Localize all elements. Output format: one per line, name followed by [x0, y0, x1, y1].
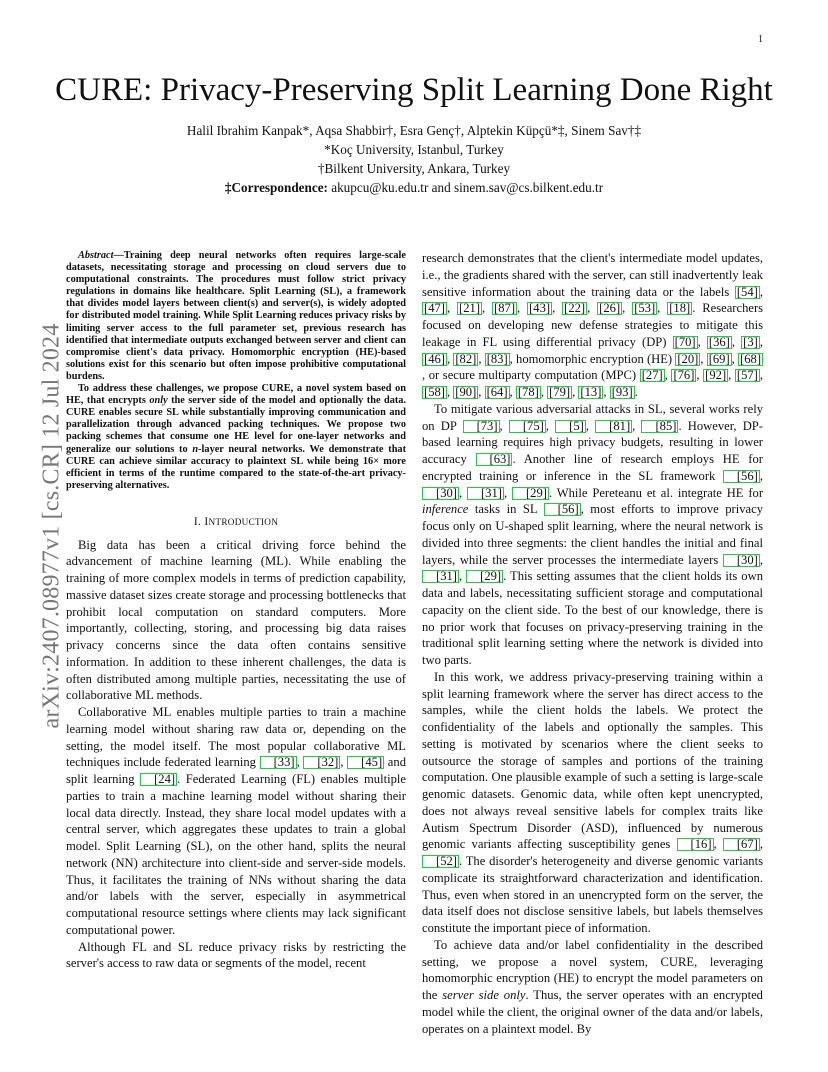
- citation-link[interactable]: [63]: [476, 453, 513, 466]
- right-text-2a: To mitigate various adversarial attacks in SL, several works rely on DP: [422, 401, 763, 433]
- abstract-text-2c: -layer neural networks. We demonstrate that CURE can achieve similar accuracy to plaintext SL while being 16× more efficient in terms of the runtime compared to the state-of-the-art privacy-preserving alternatives.: [66, 443, 406, 491]
- right-text-1b: . Researchers focused on developing new defense strategies to mitigate this leakage in FL using differential privacy (DP): [422, 301, 764, 349]
- intro-text-2a: Collaborative ML enables multiple parties to train a machine learning model without sharing raw data or, depending on the setting, the model itself. The most popular collaborative ML techniques include federated learning: [66, 705, 406, 770]
- citation-link[interactable]: [33]: [260, 756, 297, 769]
- arxiv-sidebar-stamp: [40, 296, 64, 756]
- citation-link[interactable]: [57]: [736, 368, 758, 383]
- abstract-math-n: n: [192, 443, 199, 455]
- citation-group: [16] , [67] , [52]: [422, 837, 763, 868]
- citation-link[interactable]: [81]: [595, 420, 632, 433]
- citation-link[interactable]: [56]: [723, 470, 760, 483]
- citation-group: [56] , [30] , [31] , [29]: [422, 469, 763, 500]
- citation-link[interactable]: [73]: [463, 420, 500, 433]
- citation-link[interactable]: [16]: [677, 838, 714, 851]
- abstract-emph-only: only: [149, 395, 168, 407]
- citation-link[interactable]: [70]: [674, 334, 696, 349]
- citation-link[interactable]: [27]: [641, 368, 663, 383]
- right-paragraph-3: [422, 669, 763, 937]
- abstract-paragraph-1: [66, 250, 406, 383]
- page-number: 1: [758, 34, 763, 45]
- citation-link[interactable]: [24]: [140, 773, 177, 786]
- citation-link[interactable]: [67]: [723, 838, 760, 851]
- right-text-2b: . However, DP-based learning requires high privacy budgets, resulting in lower accuracy: [422, 418, 764, 466]
- emph-server-side-only: server side only: [442, 988, 526, 1002]
- citation-group: [70] , [36] , [3] , [46] , [82] , [83]: [424, 334, 763, 366]
- abstract-paragraph-2: [66, 383, 406, 492]
- section-heading-introduction: [66, 514, 406, 531]
- citation-link[interactable]: [36]: [708, 334, 730, 349]
- citation-link[interactable]: [3]: [743, 334, 758, 349]
- section-title-rest: NTRODUCTION: [208, 516, 279, 527]
- citation-link[interactable]: [46]: [424, 351, 445, 366]
- citation-group: [20] , [69] , [68]: [677, 351, 762, 366]
- right-text-2g: . This setting assumes that the client holds its own data and labels, necessitating sufficient storage and computational capacity on the client side. To the best of our knowledge, there is no prior work that focuses on privacy-preserving training in the traditional split learning setting where the network is divided into two parts.: [422, 569, 763, 667]
- citation-link[interactable]: [79]: [549, 385, 571, 399]
- correspondence-label: ‡Correspondence:: [224, 180, 328, 195]
- abstract-lead: Abstract: [78, 250, 114, 261]
- citation-link[interactable]: [32]: [303, 756, 340, 769]
- abstract-text-1: —Training deep neural networks often requires large-scale datasets, necessitating storage and processing on cloud servers due to computational constraints. The procedures must follow strict privacy regulations in domains like healthcare. Split Learning (SL), a framework that divides model layers between client(s) and server(s), is widely adopted for distributed model training. While Split Learning reduces privacy risks by limiting server access to the full parameter set, previous research has identified that intermediate outputs exchanged between server and client can compromise client's data privacy. Homomorphic encryption (HE)-based solutions exist for this scenario but often impose prohibitive computational burdens.: [66, 250, 406, 382]
- citation-group: [54] , [47] , [21] , [87] , [43] , [22] , [26] , [53] , [18]: [424, 284, 763, 316]
- abstract: [66, 250, 406, 492]
- intro-paragraph-2: Collaborative ML enables multiple parties to train a machine learning model without sharing raw data or, depending on the setting, the model itself. The most popular collaborative ML techniques include federated learning [33] , [32] , [45] and split learning [24] . Federated Learning (FL) enables multiple parties to train a machine learning model without sharing their local data directly. Instead, they share local model updates with a central server, which aggregates these updates to train a global model. Split Learning (SL), on the other hand, splits the neural network (NN) architecture into client-side and server-side models. Thus, it facilitates the training of NNs without sharing the data and/or labels with the server, especially in asymmetrical computational resource settings where clients may lack significant computational power.: [66, 705, 406, 937]
- citation-group: [30] , [31] , [29]: [422, 553, 763, 584]
- citation-group: [73] , [75] , [5] , [81] , [85]: [463, 419, 679, 433]
- citation-link[interactable]: [26]: [599, 301, 621, 316]
- citation-link[interactable]: [47]: [424, 301, 445, 316]
- citation-link[interactable]: [29]: [512, 487, 549, 500]
- citation-link[interactable]: [52]: [422, 855, 459, 868]
- citation-link[interactable]: [83]: [486, 351, 508, 366]
- right-paragraph-2: [422, 401, 763, 669]
- citation-link[interactable]: [13]: [580, 385, 602, 399]
- citation-link[interactable]: [30]: [422, 487, 459, 500]
- citation-link[interactable]: [76]: [673, 368, 695, 383]
- citation-link[interactable]: [21]: [459, 301, 481, 316]
- citation-link[interactable]: [78]: [517, 385, 539, 399]
- citation-link[interactable]: [58]: [424, 385, 445, 399]
- emph-inference: inference: [422, 502, 469, 517]
- right-text-1c: , homomorphic encryption (HE): [509, 351, 676, 366]
- citation-link[interactable]: [54]: [736, 284, 758, 299]
- citation-link[interactable]: [56]: [544, 503, 581, 516]
- right-text-4a: To achieve data and/or label confidentiality in the described setting, we propose a novel system, CURE, leveraging homomorphic encryption (HE) to encrypt the model parameters on the: [422, 937, 763, 1002]
- abstract-text-2a: To address these challenges, we propose CURE, a novel system based on HE, that encrypts: [66, 383, 406, 407]
- citation-link[interactable]: [31]: [467, 487, 504, 500]
- right-paragraph-4: [422, 937, 763, 1038]
- correspondence-emails: akupcu@ku.edu.tr and sinem.sav@cs.bilkent.edu.tr: [331, 180, 604, 195]
- citation-link[interactable]: [5]: [555, 420, 586, 433]
- right-column: [422, 250, 763, 1037]
- intro-text-2b: and split learning: [66, 755, 406, 787]
- citation-link[interactable]: [20]: [677, 351, 699, 366]
- citation-link[interactable]: [53]: [634, 301, 656, 316]
- section-number: I.: [193, 515, 202, 528]
- intro-paragraph-3: Although FL and SL reduce privacy risks by restricting the server's access to raw data or segments of the model, recent: [66, 939, 406, 971]
- citation-link[interactable]: [87]: [494, 301, 516, 316]
- right-text-1a: research demonstrates that the client's intermediate model updates, i.e., the gradients shared with the server, can still inadvertently leak sensitive information about the training data or the labels: [422, 251, 763, 299]
- citation-link[interactable]: [69]: [708, 351, 730, 366]
- affiliation-bilkent: †Bilkent University, Ankara, Turkey: [317, 161, 511, 176]
- citation-link[interactable]: [29]: [466, 570, 503, 583]
- citation-link[interactable]: [22]: [564, 301, 586, 316]
- left-column: [66, 250, 406, 972]
- abstract-text-2b: the server side of the model and optionally the data. CURE enables secure SL while substantially improving communication and parallelization through advanced packing techniques. We propose two packing schemes that consume one HE level for one-layer networks and generalize our solutions to: [66, 395, 407, 455]
- author-block: [0, 121, 828, 197]
- citation-link[interactable]: [43]: [529, 301, 551, 316]
- citation-link[interactable]: [90]: [455, 385, 477, 399]
- arxiv-id: arXiv:2407.08977v1 [cs.CR] 12 Jul 2024: [38, 323, 65, 729]
- right-text-1d: , or secure multiparty computation (MPC): [422, 368, 640, 383]
- citation-link[interactable]: [75]: [509, 420, 546, 433]
- right-text-2f: , most efforts to improve privacy focus only on U-shaped split learning, where the neural network is divided into three segments: the client handles the initial and final layers, while the server processes the intermediate layers: [422, 502, 763, 567]
- correspondence: [0, 178, 828, 197]
- citation-link[interactable]: [85]: [641, 420, 678, 433]
- citation-link[interactable]: [93]: [611, 385, 633, 399]
- citation-group: [27] , [76] , [92] , [57] , [58] , [90] , [64] , [78] , [79] , [13] , [93]: [424, 368, 764, 399]
- citation-link[interactable]: [64]: [486, 385, 508, 399]
- citation-link[interactable]: [92]: [705, 368, 727, 383]
- citation-link[interactable]: [82]: [455, 351, 477, 366]
- right-text-2e: tasks in SL: [468, 502, 544, 517]
- right-text-3b: . The disorder's heterogeneity and diverse genomic variants complicate its straightforward characterization and identification. Thus, even when stored in an unencrypted form on the server, the data itself does not disclose sensitive labels, but labels themselves constitute the important piece of information.: [422, 854, 763, 935]
- citation-link[interactable]: [18]: [669, 301, 691, 316]
- citation-link[interactable]: [45]: [347, 756, 384, 769]
- right-text-2c: . Another line of research employs HE for encrypted training or inference in the SL framework: [422, 452, 763, 483]
- section-title-initial: I: [204, 515, 209, 528]
- citation-link[interactable]: [30]: [723, 554, 760, 567]
- intro-text-2c: . Federated Learning (FL) enables multiple parties to train a machine learning model without sharing their local data directly. Instead, they share local model updates with a central server, which aggregates these updates to train a global model. Split Learning (SL), on the other hand, splits the neural network (NN) architecture into client-side and server-side models. Thus, it facilitates the training of NNs without sharing the data and/or labels with the server, especially in asymmetrical computational resource settings where clients may lack significant computational power.: [66, 772, 406, 937]
- right-paragraph-1: research demonstrates that the client's intermediate model updates, i.e., the gradients shared with the server, can still inadvertently leak sensitive information about the training data or the labels [54] , [47] , [21] , [87] , [43] , [22] , [26] , [53] , [18] . Researchers focused on developing new defense strategies to mitigate this leakage in FL using differential privacy (DP) [70] , [36] , [3] , [46] , [82] , [83] , homomorphic encryption (HE) [20] , [69] , [68], or secure multiparty computation (MPC) [27] , [76] , [92] , [57] , [58] , [90] , [64] , [78] , [79] , [13] , [93] .: [422, 251, 764, 399]
- paper-title: CURE: Privacy-Preserving Split Learning Done Right: [55, 72, 773, 108]
- citation-link[interactable]: [68]: [740, 351, 762, 366]
- right-text-3a: In this work, we address privacy-preserving training within a split learning framework where the server has direct access to the samples, while the client holds the labels. We protect the confidentiality of the labels and optionally the samples. This setting is motivated by scenarios where the client seeks to outsource the storage of samples and portions of the training computation. One plausible example of such a setting is large-scale genomic datasets. Genomic data, while often kept unencrypted, does not always reveal sensitive labels for complex traits like Autism Spectrum Disorder (ASD), influenced by numerous genomic variants affecting susceptibility genes: [422, 669, 763, 852]
- citation-link[interactable]: [31]: [422, 570, 459, 583]
- intro-paragraph-1: Big data has been a critical driving force behind the advancement of machine learning (ML). While enabling the training of more complex models in terms of prediction capability, massive dataset sizes create storage and processing bottlenecks that prohibit local computation on standard computers. More importantly, collecting, storing, and processing big data raises privacy concerns since the data often contains sensitive information. In addition to these inherent challenges, the data is often distributed among multiple parties, necessitating the use of collaborative ML methods.: [66, 537, 406, 703]
- author-list: Halil Ibrahim Kanpak*, Aqsa Shabbir†, Esra Genç†, Alptekin Küpçü*‡, Sinem Sav†‡: [186, 123, 642, 138]
- right-text-4b: . Thus, the server operates with an encrypted model while the client, the original owner of the data and/or labels, operates on a plaintext model. By: [422, 988, 763, 1036]
- affiliation-koc: *Koç University, Istanbul, Turkey: [324, 142, 504, 157]
- right-text-2d: . While Pereteanu et al. integrate HE for: [548, 485, 764, 500]
